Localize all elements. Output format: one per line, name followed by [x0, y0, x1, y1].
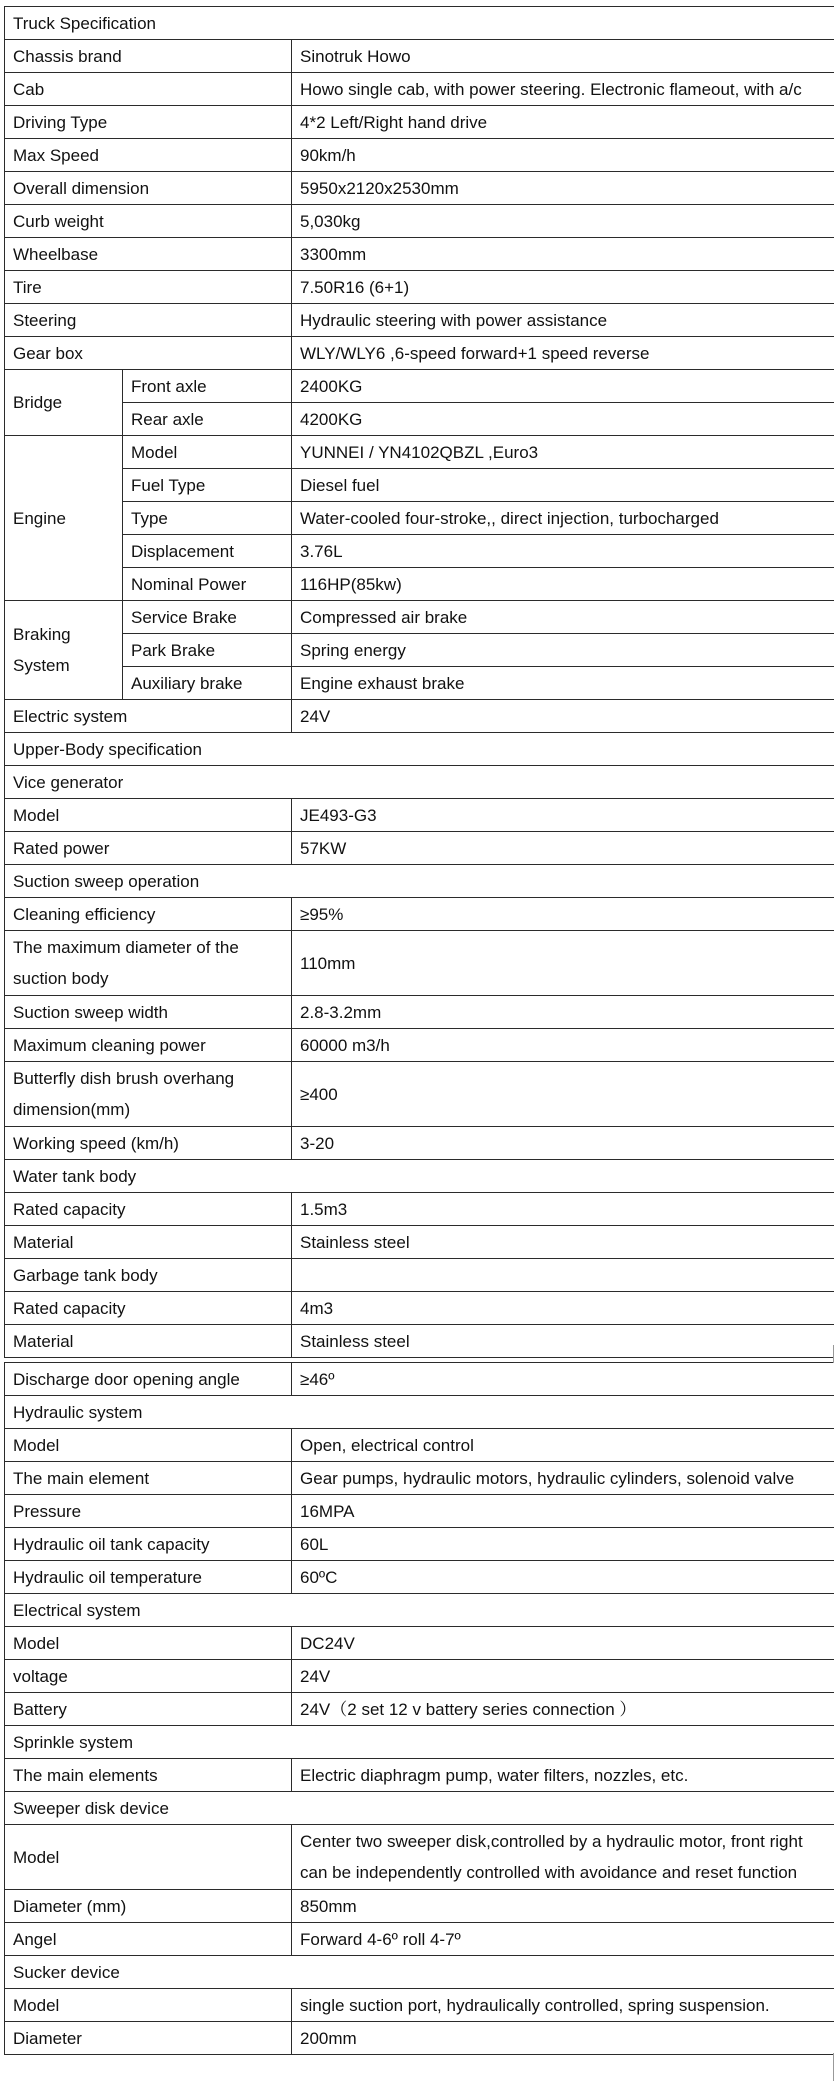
spec-value: Howo single cab, with power steering. Electronic flameout, with a/c [292, 73, 834, 106]
sub-label: Rear axle [123, 403, 292, 436]
section-row [5, 1160, 834, 1193]
spec-subrow [5, 634, 834, 667]
spec-row [5, 304, 834, 337]
spec-subrow [5, 436, 834, 469]
spec-subrow [5, 568, 834, 601]
spec-value: 60000 m3/h [292, 1029, 834, 1062]
spec-label: Hydraulic oil temperature [5, 1561, 292, 1594]
spec-value: 57KW [292, 832, 834, 865]
spec-label: Cleaning efficiency [5, 898, 292, 931]
section-row [5, 1726, 834, 1759]
section-row [5, 865, 834, 898]
spec-value: 60L [292, 1528, 834, 1561]
spec-label: Material [5, 1226, 292, 1259]
spec-label: Chassis brand [5, 40, 292, 73]
spec-row [5, 205, 834, 238]
spec-value: 2.8-3.2mm [292, 996, 834, 1029]
spec-value: Center two sweeper disk,controlled by a hydraulic motor, front right can be independently controlled with avoidance and reset function [292, 1825, 834, 1890]
spec-label: Rated power [5, 832, 292, 865]
spec-label: Battery [5, 1693, 292, 1726]
spec-value: 16MPA [292, 1495, 834, 1528]
spec-row [5, 1363, 834, 1396]
section-heading: Sweeper disk device [5, 1792, 834, 1825]
spec-value: Gear pumps, hydraulic motors, hydraulic cylinders, solenoid valve [292, 1462, 834, 1495]
spec-row [5, 1660, 834, 1693]
system-spec-table [4, 1362, 834, 2055]
spec-value: 90km/h [292, 139, 834, 172]
spec-value: ≥95% [292, 898, 834, 931]
spec-label: Garbage tank body [5, 1259, 292, 1292]
sub-label: Nominal Power [123, 568, 292, 601]
section-heading: Hydraulic system [5, 1396, 834, 1429]
spec-label: The main element [5, 1462, 292, 1495]
spec-value: Stainless steel [292, 1325, 834, 1358]
spec-value: 2400KG [292, 370, 834, 403]
spec-value: 24V（2 set 12 v battery series connection ） [292, 1693, 834, 1726]
spec-label: Driving Type [5, 106, 292, 139]
spec-row [5, 996, 834, 1029]
section-heading: Truck Specification [5, 7, 834, 40]
spec-value: Hydraulic steering with power assistance [292, 304, 834, 337]
spec-label: Wheelbase [5, 238, 292, 271]
spec-label: Max Speed [5, 139, 292, 172]
spec-value: Open, electrical control [292, 1429, 834, 1462]
spec-row [5, 172, 834, 205]
section-row [5, 733, 834, 766]
spec-row [5, 139, 834, 172]
spec-value: 4*2 Left/Right hand drive [292, 106, 834, 139]
spec-label: Butterfly dish brush overhang dimension(mm) [5, 1062, 292, 1127]
section-heading: Vice generator [5, 766, 834, 799]
spec-row [5, 238, 834, 271]
sub-label: Fuel Type [123, 469, 292, 502]
spec-label: Model [5, 799, 292, 832]
spec-row [5, 799, 834, 832]
spec-row [5, 73, 834, 106]
spec-subrow [5, 601, 834, 634]
spec-row [5, 1062, 834, 1127]
spec-label: Suction sweep width [5, 996, 292, 1029]
section-heading: Electrical system [5, 1594, 834, 1627]
spec-label: Diameter (mm) [5, 1890, 292, 1923]
spec-value: Stainless steel [292, 1226, 834, 1259]
spec-value: Water-cooled four-stroke,, direct injection, turbocharged [292, 502, 834, 535]
spec-value [292, 1259, 834, 1292]
spec-value: 5950x2120x2530mm [292, 172, 834, 205]
spec-label: Rated capacity [5, 1292, 292, 1325]
sub-label: Service Brake [123, 601, 292, 634]
group-label: Braking System [5, 601, 123, 700]
spec-value: 24V [292, 1660, 834, 1693]
spec-value: YUNNEI / YN4102QBZL ,Euro3 [292, 436, 834, 469]
spec-label: Electric system [5, 700, 292, 733]
spec-label: Working speed (km/h) [5, 1127, 292, 1160]
spec-subrow [5, 667, 834, 700]
group-label: Bridge [5, 370, 123, 436]
spec-row [5, 931, 834, 996]
sub-label: Park Brake [123, 634, 292, 667]
spec-value: Electric diaphragm pump, water filters, nozzles, etc. [292, 1759, 834, 1792]
spec-label: Cab [5, 73, 292, 106]
spec-row [5, 1561, 834, 1594]
spec-row [5, 1259, 834, 1292]
spec-value: ≥46º [292, 1363, 834, 1396]
spec-row [5, 40, 834, 73]
sub-label: Model [123, 436, 292, 469]
spec-row [5, 1989, 834, 2022]
spec-label: The main elements [5, 1759, 292, 1792]
spec-row [5, 1825, 834, 1890]
spec-label: Material [5, 1325, 292, 1358]
spec-value: Spring energy [292, 634, 834, 667]
spec-label: Model [5, 1825, 292, 1890]
spec-row [5, 2022, 834, 2055]
spec-label: Model [5, 1989, 292, 2022]
spec-label: Model [5, 1627, 292, 1660]
spec-value: DC24V [292, 1627, 834, 1660]
spec-row [5, 1029, 834, 1062]
sub-label: Displacement [123, 535, 292, 568]
spec-label: Hydraulic oil tank capacity [5, 1528, 292, 1561]
section-heading: Upper-Body specification [5, 733, 834, 766]
spec-label: Rated capacity [5, 1193, 292, 1226]
spec-value: 4m3 [292, 1292, 834, 1325]
section-heading: Sprinkle system [5, 1726, 834, 1759]
spec-label: voltage [5, 1660, 292, 1693]
spec-row [5, 1226, 834, 1259]
spec-row [5, 1127, 834, 1160]
spec-label: Pressure [5, 1495, 292, 1528]
spec-row [5, 1292, 834, 1325]
spec-subrow [5, 370, 834, 403]
spec-label: Gear box [5, 337, 292, 370]
section-row [5, 7, 834, 40]
spec-label: Model [5, 1429, 292, 1462]
section-heading: Water tank body [5, 1160, 834, 1193]
spec-label: Maximum cleaning power [5, 1029, 292, 1062]
spec-row [5, 1462, 834, 1495]
spec-row [5, 1495, 834, 1528]
spec-subrow [5, 502, 834, 535]
spec-row [5, 898, 834, 931]
section-row [5, 1396, 834, 1429]
spec-value: Forward 4-6º roll 4-7º [292, 1923, 834, 1956]
spec-value: JE493-G3 [292, 799, 834, 832]
system-spec-table-body [5, 1363, 834, 2055]
truck-spec-table-body [5, 7, 834, 1358]
spec-value: 3.76L [292, 535, 834, 568]
section-row [5, 766, 834, 799]
group-label: Engine [5, 436, 123, 601]
spec-value: WLY/WLY6 ,6-speed forward+1 speed reverse [292, 337, 834, 370]
section-heading: Sucker device [5, 1956, 834, 1989]
spec-row [5, 1627, 834, 1660]
spec-row [5, 106, 834, 139]
spec-row [5, 271, 834, 304]
spec-value: Diesel fuel [292, 469, 834, 502]
sub-label: Auxiliary brake [123, 667, 292, 700]
spec-value: 60ºC [292, 1561, 834, 1594]
spec-row [5, 1528, 834, 1561]
spec-row [5, 700, 834, 733]
spec-label: Discharge door opening angle [5, 1363, 292, 1396]
spec-value: 1.5m3 [292, 1193, 834, 1226]
spec-value: 24V [292, 700, 834, 733]
spec-label: Curb weight [5, 205, 292, 238]
spec-value: Sinotruk Howo [292, 40, 834, 73]
spec-value: 110mm [292, 931, 834, 996]
spec-value: ≥400 [292, 1062, 834, 1127]
spec-value: 116HP(85kw) [292, 568, 834, 601]
spec-value: 3300mm [292, 238, 834, 271]
sub-label: Type [123, 502, 292, 535]
section-row [5, 1594, 834, 1627]
spec-value: Engine exhaust brake [292, 667, 834, 700]
spec-subrow [5, 469, 834, 502]
truck-spec-table [4, 6, 834, 1358]
spec-row [5, 1759, 834, 1792]
spec-label: Diameter [5, 2022, 292, 2055]
spec-label: The maximum diameter of the suction body [5, 931, 292, 996]
section-row [5, 1792, 834, 1825]
spec-label: Tire [5, 271, 292, 304]
spec-row [5, 1193, 834, 1226]
spec-subrow [5, 535, 834, 568]
spec-value: 3-20 [292, 1127, 834, 1160]
sub-label: Front axle [123, 370, 292, 403]
spec-row [5, 1890, 834, 1923]
spec-row [5, 1923, 834, 1956]
spec-value: 7.50R16 (6+1) [292, 271, 834, 304]
spec-label: Angel [5, 1923, 292, 1956]
section-heading: Suction sweep operation [5, 865, 834, 898]
spec-value: single suction port, hydraulically controlled, spring suspension. [292, 1989, 834, 2022]
spec-row [5, 1325, 834, 1358]
spec-value: 4200KG [292, 403, 834, 436]
spec-row [5, 1693, 834, 1726]
spec-value: 850mm [292, 1890, 834, 1923]
spec-value: 5,030kg [292, 205, 834, 238]
section-row [5, 1956, 834, 1989]
spec-value: Compressed air brake [292, 601, 834, 634]
spec-row [5, 1429, 834, 1462]
spec-label: Steering [5, 304, 292, 337]
spec-row [5, 337, 834, 370]
spec-label: Overall dimension [5, 172, 292, 205]
spec-subrow [5, 403, 834, 436]
spec-value: 200mm [292, 2022, 834, 2055]
spec-row [5, 832, 834, 865]
